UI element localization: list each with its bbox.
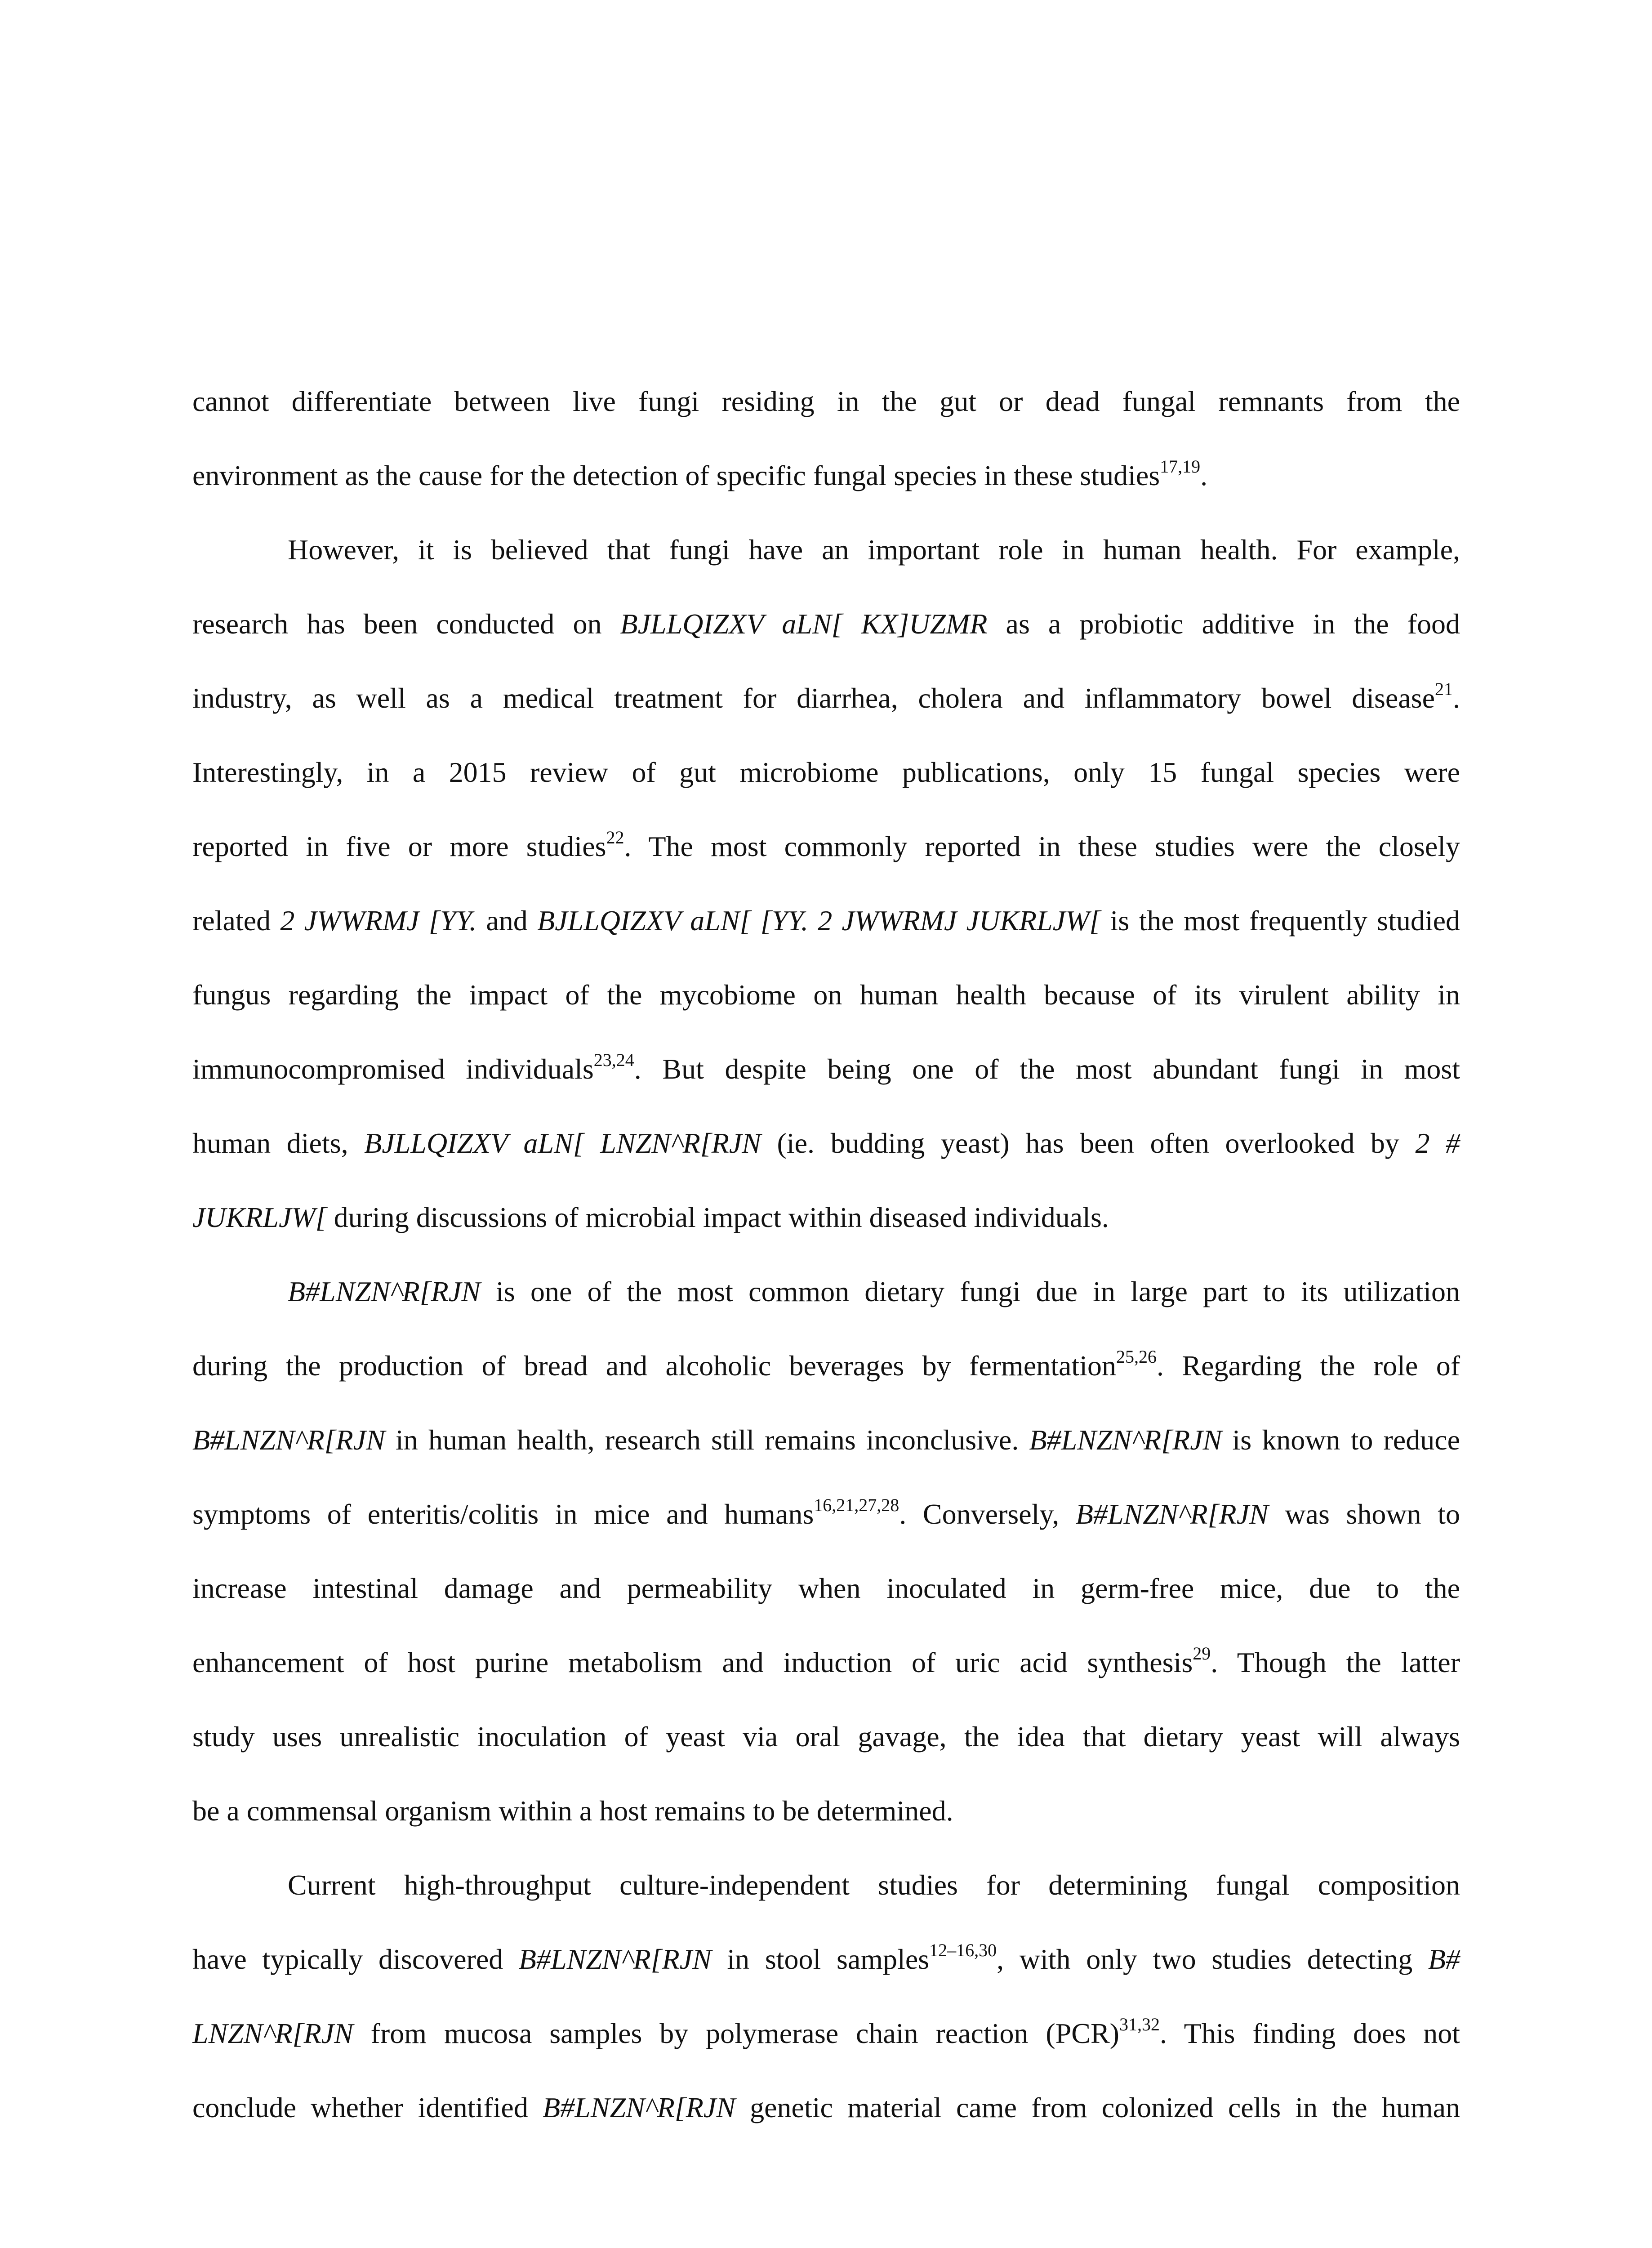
text-line [192, 587, 1460, 661]
italic-species-name: BJLLQIZXV aLN[ KX]UZMR [620, 608, 988, 640]
text-run: related [192, 905, 281, 937]
text-run: . The most commonly reported in these studies were the closely [624, 830, 1461, 862]
text-line [192, 735, 1460, 809]
text-run: . [1453, 682, 1460, 714]
italic-species-name: 2 JWWRMJ [YY. [280, 905, 477, 937]
text-run: . But despite being one of the most abundant fungi in most [634, 1053, 1461, 1085]
text-run: in stool samples [711, 1943, 930, 1975]
text-run: . [1200, 459, 1208, 491]
text-line [192, 1774, 1460, 1848]
text-run: reported in five or more studies [192, 830, 606, 862]
text-line [192, 438, 1460, 513]
italic-species-name: B#LNZN^R[RJN [1075, 1498, 1269, 1530]
citation-superscript: 31,32 [1119, 2014, 1160, 2034]
citation-superscript: 29 [1193, 1643, 1211, 1664]
text-run: is one of the most common dietary fungi due in large part to its utilization [480, 1276, 1460, 1307]
text-run: was shown to [1268, 1498, 1460, 1530]
italic-species-name: JUKRLJW[ [192, 1201, 327, 1233]
text-run: immunocompromised individuals [192, 1053, 594, 1085]
text-run: study uses unrealistic inoculation of yeast via oral gavage, the idea that dietary yeast will always [192, 1721, 1460, 1753]
text-line [192, 2070, 1460, 2145]
text-run: as a probiotic additive in the food [987, 608, 1461, 640]
text-run: symptoms of enteritis/colitis in mice and humans [192, 1498, 814, 1530]
text-run: genetic material came from colonized cells in the human [735, 2092, 1461, 2123]
text-line [192, 1699, 1460, 1774]
text-run: during the production of bread and alcoholic beverages by fermentation [192, 1350, 1116, 1382]
citation-superscript: 23,24 [593, 1050, 634, 1070]
text-run: fungus regarding the impact of the mycobiome on human health because of its virulent ability in [192, 979, 1460, 1011]
text-run: in human health, research still remains inconclusive. [385, 1424, 1029, 1456]
text-run: conclude whether identified [192, 2092, 543, 2123]
text-line [192, 958, 1460, 1032]
text-run: (ie. budding yeast) has been often overlooked by [761, 1127, 1416, 1159]
italic-species-name: B#LNZN^R[RJN [1029, 1424, 1222, 1456]
italic-species-name: B#LNZN^R[RJN [288, 1276, 481, 1307]
italic-species-name: 2 # [1415, 1127, 1461, 1159]
text-line [192, 1032, 1460, 1106]
italic-species-name: LNZN^R[RJN [192, 2017, 353, 2049]
italic-species-name: B# [1428, 1943, 1460, 1975]
text-line [192, 1106, 1460, 1180]
text-run: enhancement of host purine metabolism and induction of uric acid synthesis [192, 1646, 1193, 1678]
body-text [192, 364, 1460, 2145]
text-line [192, 1180, 1460, 1254]
text-line [192, 1329, 1460, 1403]
text-line [192, 1996, 1460, 2070]
text-line [192, 1625, 1460, 1699]
text-run: . This finding does not [1159, 2017, 1461, 2049]
text-run: increase intestinal damage and permeability when inoculated in germ-free mice, due to the [192, 1572, 1460, 1604]
citation-superscript: 12–16,30 [929, 1940, 997, 1960]
text-run: industry, as well as a medical treatment for diarrhea, cholera and inflammatory bowel disease [192, 682, 1435, 714]
text-line [192, 1551, 1460, 1625]
text-run: research has been conducted on [192, 608, 620, 640]
text-line [192, 661, 1460, 735]
text-line [192, 1403, 1460, 1477]
citation-superscript: 17,19 [1160, 456, 1201, 477]
text-run: and [476, 905, 538, 937]
text-run: cannot differentiate between live fungi residing in the gut or dead fungal remnants from the [192, 385, 1460, 417]
italic-species-name: B#LNZN^R[RJN [518, 1943, 712, 1975]
text-run: have typically discovered [192, 1943, 519, 1975]
text-run: However, it is believed that fungi have an important role in human health. For example, [288, 534, 1460, 566]
italic-species-name: BJLLQIZXV aLN[ LNZN^R[RJN [364, 1127, 761, 1159]
citation-superscript: 21 [1435, 679, 1453, 699]
text-run: Current high-throughput culture-independent studies for determining fungal composition [288, 1869, 1460, 1901]
citation-superscript: 16,21,27,28 [814, 1495, 899, 1515]
text-run: . Though the latter [1211, 1646, 1461, 1678]
text-run: , with only two studies detecting [997, 1943, 1428, 1975]
text-run: . Conversely, [899, 1498, 1076, 1530]
text-line [192, 364, 1460, 438]
citation-superscript: 22 [606, 827, 624, 847]
text-run: from mucosa samples by polymerase chain reaction (PCR) [353, 2017, 1119, 2049]
text-run: is the most frequently studied [1100, 905, 1461, 937]
text-run: is known to reduce [1222, 1424, 1460, 1456]
text-run: human diets, [192, 1127, 365, 1159]
italic-species-name: B#LNZN^R[RJN [543, 2092, 735, 2123]
text-line [192, 1477, 1460, 1551]
text-line [192, 883, 1460, 958]
text-run: Interestingly, in a 2015 review of gut microbiome publications, only 15 fungal species were [192, 756, 1460, 788]
text-run: environment as the cause for the detection of specific fungal species in these studies [192, 459, 1160, 491]
italic-species-name: BJLLQIZXV aLN[ [YY. 2 JWWRMJ JUKRLJW[ [537, 905, 1101, 937]
text-run: be a commensal organism within a host remains to be determined. [192, 1795, 953, 1827]
text-line [192, 1848, 1460, 1922]
text-line [192, 1254, 1460, 1329]
text-line [192, 1922, 1460, 1996]
text-run: during discussions of microbial impact within diseased individuals. [326, 1201, 1109, 1233]
text-line [192, 513, 1460, 587]
citation-superscript: 25,26 [1116, 1347, 1157, 1367]
text-line [192, 809, 1460, 883]
text-run: . Regarding the role of [1156, 1350, 1461, 1382]
italic-species-name: B#LNZN^R[RJN [192, 1424, 385, 1456]
